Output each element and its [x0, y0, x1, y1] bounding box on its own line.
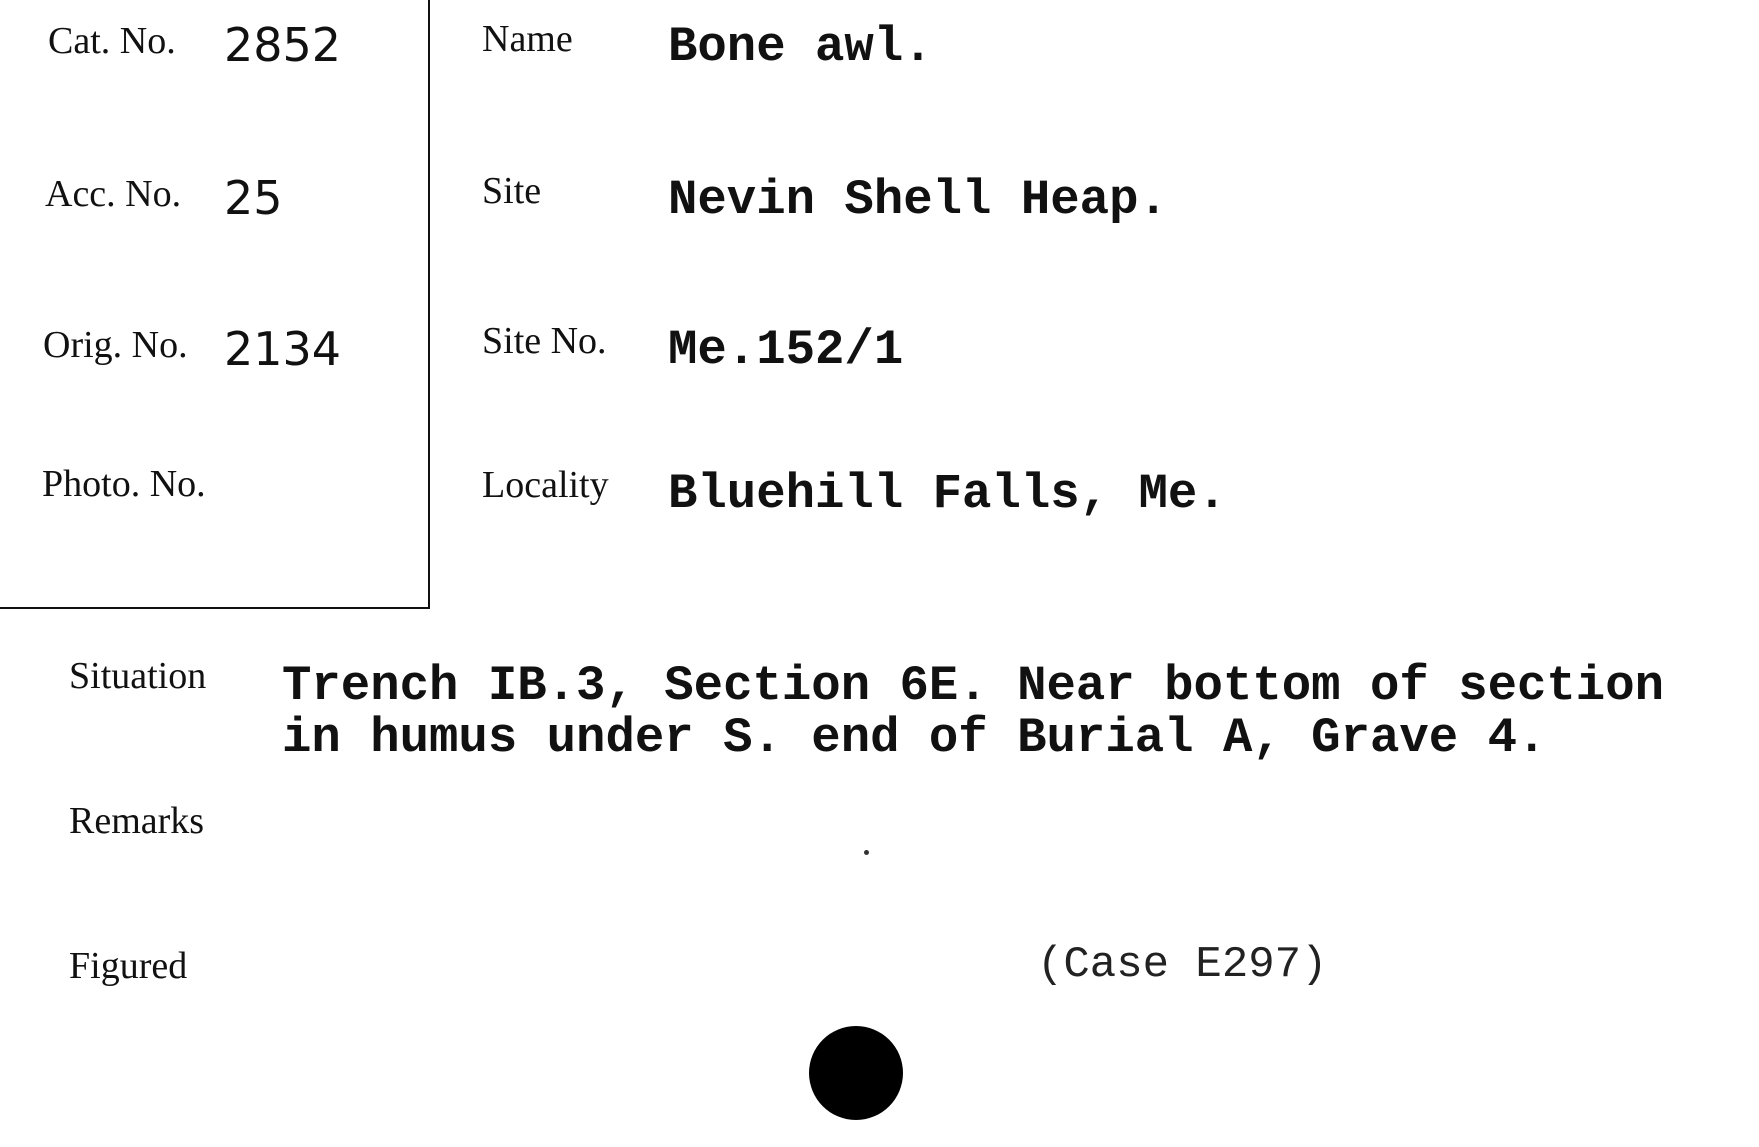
locality-label: Locality [482, 464, 609, 506]
photo-no-label: Photo. No. [42, 463, 206, 505]
ink-speck [864, 850, 869, 855]
name-label: Name [482, 18, 573, 60]
site-no-value: Me.152/1 [668, 322, 904, 378]
punch-hole [809, 1026, 903, 1120]
situation-line-1: Trench IB.3, Section 6E. Near bottom of section [282, 658, 1665, 714]
situation-label: Situation [69, 655, 207, 697]
orig-no-label: Orig. No. [43, 324, 188, 366]
locality-value: Bluehill Falls, Me. [668, 466, 1227, 522]
acc-no-value: 25 [224, 171, 283, 225]
figured-label: Figured [69, 945, 188, 987]
site-no-label: Site No. [482, 320, 607, 362]
numbers-box [0, 0, 430, 609]
site-value: Nevin Shell Heap. [668, 172, 1168, 228]
acc-no-label: Acc. No. [45, 173, 182, 215]
case-note: (Case E297) [1037, 940, 1328, 990]
site-label: Site [482, 170, 542, 212]
orig-no-value: 2134 [224, 322, 342, 376]
situation-line-2: in humus under S. end of Burial A, Grave 4. [282, 710, 1547, 766]
cat-no-label: Cat. No. [48, 20, 176, 62]
remarks-label: Remarks [69, 800, 205, 842]
name-value: Bone awl. [668, 19, 933, 75]
cat-no-value: 2852 [224, 18, 342, 72]
